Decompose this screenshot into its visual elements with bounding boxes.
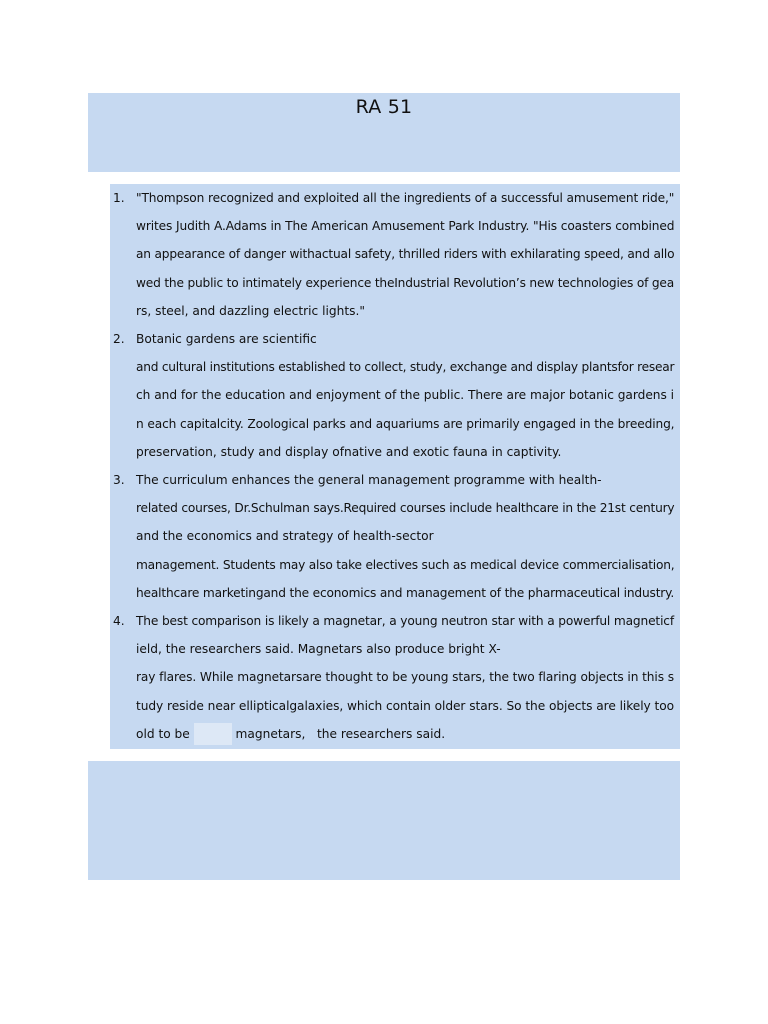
list-item-number: 3. (113, 473, 125, 487)
list-item-number: 4. (113, 614, 125, 628)
text-line: ray flares. While magnetarsare thought to be young stars, the two flaring objects in this s (136, 670, 674, 685)
text-line (136, 720, 674, 748)
text-fragment: the researchers said. (316, 726, 446, 741)
text-line: ield, the researchers said. Magnetars also produce bright X- (136, 642, 501, 657)
text-line: related courses, Dr.Schulman says.Required courses include healthcare in the 21st century (136, 501, 675, 516)
text-line: preservation, study and display ofnative and exotic fauna in captivity. (136, 444, 562, 459)
page-title: RA 51 (355, 96, 413, 118)
list-item-text (136, 607, 674, 748)
footer-box (88, 761, 680, 880)
blank-gap (194, 723, 232, 745)
list-item-text (136, 184, 674, 325)
text-fragment: magnetars, (235, 726, 306, 741)
text-line: and cultural institutions established to collect, study, exchange and display plantsfor resear (136, 360, 675, 375)
list-item-number: 2. (113, 332, 125, 346)
text-line: an appearance of danger withactual safety, thrilled riders with exhilarating speed, and allo (136, 247, 675, 262)
text-line: rs, steel, and dazzling electric lights." (136, 303, 365, 318)
text-line: and the economics and strategy of health-sector (136, 529, 434, 544)
text-line: The best comparison is likely a magnetar, a young neutron star with a powerful magneticf (136, 614, 674, 628)
text-line: ch and for the education and enjoyment of the public. There are major botanic gardens i (136, 388, 674, 403)
list-item-number: 1. (113, 191, 125, 205)
text-line: healthcare marketingand the economics and management of the pharmaceutical industry. (136, 585, 675, 600)
text-line: "Thompson recognized and exploited all the ingredients of a successful amusement ride," (136, 191, 675, 205)
text-line: wed the public to intimately experience theIndustrial Revolution’s new technologies of gea (136, 275, 675, 290)
text-line: Botanic gardens are scientific (136, 332, 317, 346)
text-line: The curriculum enhances the general management programme with health- (136, 473, 602, 487)
text-line: writes Judith A.Adams in The American Amusement Park Industry. "His coasters combined (136, 219, 675, 234)
list-item-text (136, 325, 674, 466)
text-line: management. Students may also take electives such as medical device commercialisation, (136, 557, 675, 572)
numbered-list (110, 184, 680, 749)
text-fragment: old to be (136, 726, 190, 741)
list-item-text (136, 466, 674, 607)
text-line: n each capitalcity. Zoological parks and aquariums are primarily engaged in the breeding, (136, 416, 675, 431)
header-box (88, 93, 680, 172)
text-line: tudy reside near ellipticalgalaxies, which contain older stars. So the objects are likely too (136, 698, 674, 713)
